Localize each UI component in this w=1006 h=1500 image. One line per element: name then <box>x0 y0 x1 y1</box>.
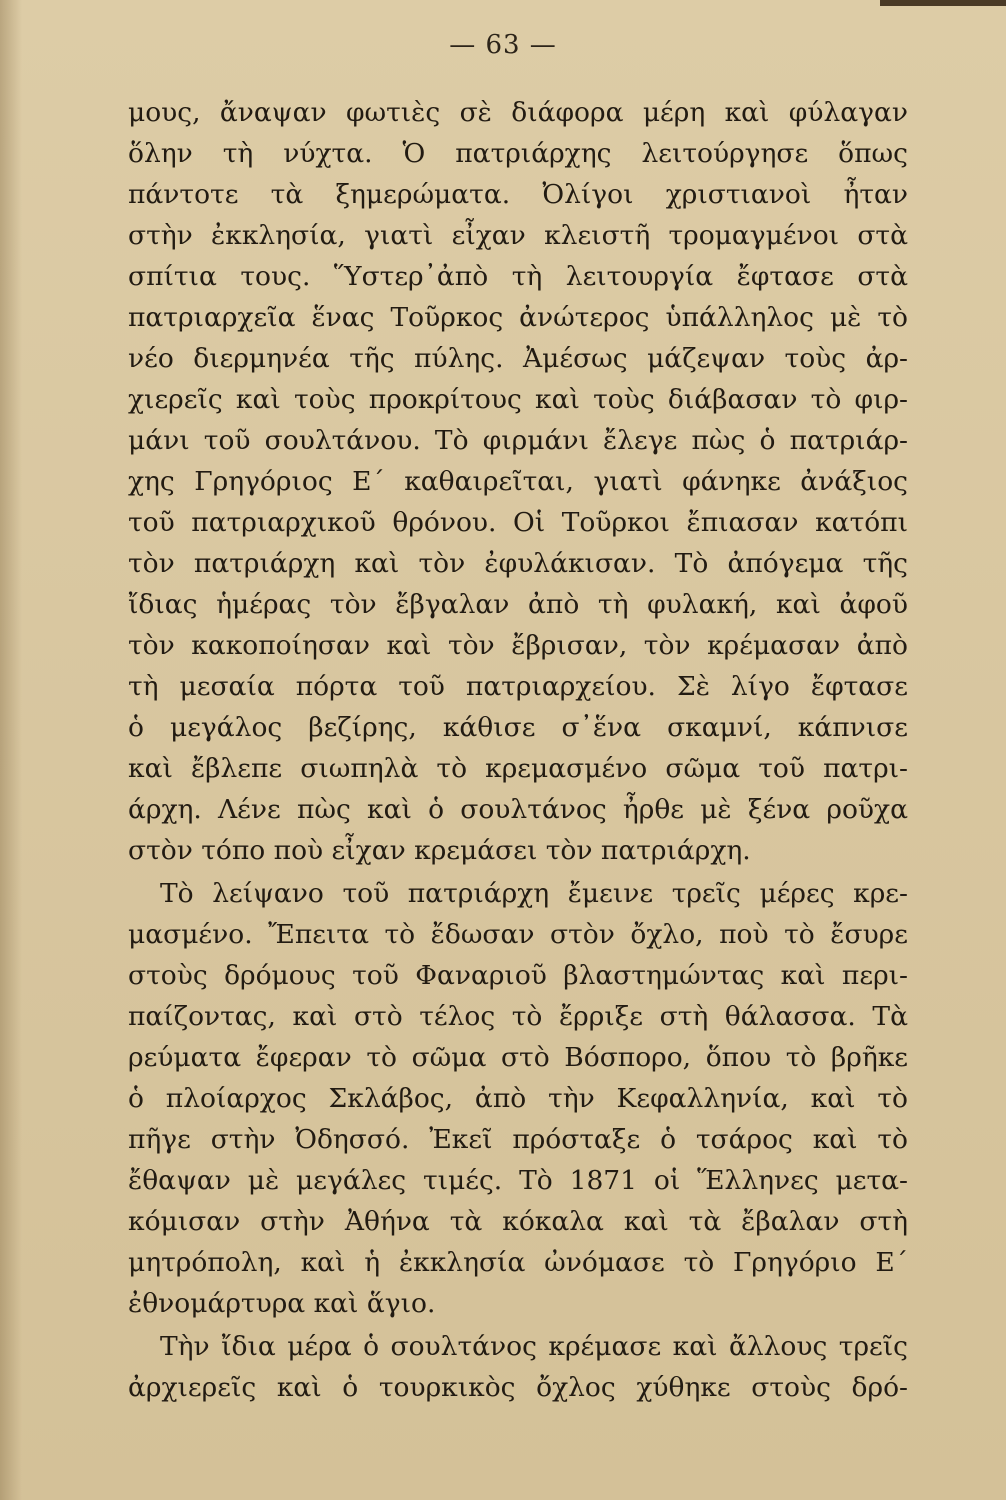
text-line: μητρόπολη, καὶ ἡ ἐκκλησία ὠνόμασε τὸ Γρηγόριο Ε΄ <box>128 1247 908 1278</box>
text-line: μασμένο. Ἔπειτα τὸ ἔδωσαν στὸν ὄχλο, ποὺ τὸ ἔσυρε <box>128 919 908 950</box>
text-line: ὁ μεγάλος βεζίρης, κάθισε σ᾽ἕνα σκαμνί, κάπνισε <box>128 712 908 743</box>
text-line: στοὺς δρόμους τοῦ Φαναριοῦ βλαστημώντας καὶ περι- <box>128 960 908 991</box>
text-line: ὁ πλοίαρχος Σκλάβος, ἀπὸ τὴν Κεφαλληνία, καὶ τὸ <box>128 1083 908 1114</box>
text-line: ἴδιας ἡμέρας τὸν ἔβγαλαν ἀπὸ τὴ φυλακή, καὶ ἀφοῦ <box>128 589 908 620</box>
page-edge-shadow <box>0 0 22 1500</box>
body-text <box>128 92 908 1408</box>
text-line: τὸν πατριάρχη καὶ τὸν ἐφυλάκισαν. Τὸ ἀπόγεμα τῆς <box>128 548 908 579</box>
text-line: χης Γρηγόριος Ε΄ καθαιρεῖται, γιατὶ φάνηκε ἀνάξιος <box>128 466 908 497</box>
text-line: κόμισαν στὴν Ἀθήνα τὰ κόκαλα καὶ τὰ ἔβαλαν στὴ <box>128 1206 908 1237</box>
page-number: — 63 — <box>449 30 557 60</box>
paragraph-3 <box>128 1326 908 1408</box>
text-line: νέο διερμηνέα τῆς πύλης. Ἀμέσως μάζεψαν τοὺς ἀρ- <box>128 343 908 374</box>
text-line: ἔθαψαν μὲ μεγάλες τιμές. Τὸ 1871 οἱ Ἕλληνες μετα- <box>128 1165 908 1196</box>
text-line: τὸν κακοποίησαν καὶ τὸν ἔβρισαν, τὸν κρέμασαν ἀπὸ <box>128 630 908 661</box>
text-line: Τὴν ἴδια μέρα ὁ σουλτάνος κρέμασε καὶ ἄλλους τρεῖς <box>160 1331 908 1362</box>
text-line: χιερεῖς καὶ τοὺς προκρίτους καὶ τοὺς διάβασαν τὸ φιρ- <box>128 384 908 415</box>
text-line: ἀρχιερεῖς καὶ ὁ τουρκικὸς ὄχλος χύθηκε στοὺς δρό- <box>128 1372 908 1403</box>
text-line: σπίτια τους. Ὕστερ᾽ἀπὸ τὴ λειτουργία ἔφτασε στὰ <box>128 261 908 292</box>
paragraph-1 <box>128 92 908 871</box>
text-line: τοῦ πατριαρχικοῦ θρόνου. Οἱ Τοῦρκοι ἔπιασαν κατόπι <box>128 507 908 538</box>
text-line: τὴ μεσαία πόρτα τοῦ πατριαρχείου. Σὲ λίγο ἔφτασε <box>128 671 908 702</box>
text-line: στὸν τόπο ποὺ εἶχαν κρεμάσει τὸν πατριάρχη. <box>128 835 751 866</box>
top-edge-mark <box>880 0 1006 6</box>
text-line: πάντοτε τὰ ξημερώματα. Ὀλίγοι χριστιανοὶ ἦταν <box>128 179 908 210</box>
text-line: πατριαρχεῖα ἕνας Τοῦρκος ἀνώτερος ὑπάλληλος μὲ τὸ <box>128 302 908 333</box>
text-line: ἐθνομάρτυρα καὶ ἅγιο. <box>128 1288 436 1319</box>
text-line: στὴν ἐκκλησία, γιατὶ εἶχαν κλειστῆ τρομαγμένοι στὰ <box>128 220 908 251</box>
text-line: Τὸ λείψανο τοῦ πατριάρχη ἔμεινε τρεῖς μέρες κρε- <box>160 878 908 909</box>
text-line: παίζοντας, καὶ στὸ τέλος τὸ ἔρριξε στὴ θάλασσα. Τὰ <box>128 1001 908 1032</box>
text-line: ρεύματα ἔφεραν τὸ σῶμα στὸ Βόσπορο, ὅπου τὸ βρῆκε <box>128 1042 908 1073</box>
text-line: άρχη. Λένε πὼς καὶ ὁ σουλτάνος ἦρθε μὲ ξένα ροῦχα <box>128 794 908 825</box>
text-line: καὶ ἔβλεπε σιωπηλὰ τὸ κρεμασμένο σῶμα τοῦ πατρι- <box>128 753 908 784</box>
paragraph-2 <box>128 873 908 1324</box>
text-line: ὅλην τὴ νύχτα. Ὁ πατριάρχης λειτούργησε ὅπως <box>128 138 908 169</box>
text-line: πῆγε στὴν Ὀδησσό. Ἐκεῖ πρόσταξε ὁ τσάρος καὶ τὸ <box>128 1124 908 1155</box>
text-line: μους, ἄναψαν φωτιὲς σὲ διάφορα μέρη καὶ φύλαγαν <box>128 97 908 128</box>
text-line: μάνι τοῦ σουλτάνου. Τὸ φιρμάνι ἔλεγε πὼς ὁ πατριάρ- <box>128 425 908 456</box>
